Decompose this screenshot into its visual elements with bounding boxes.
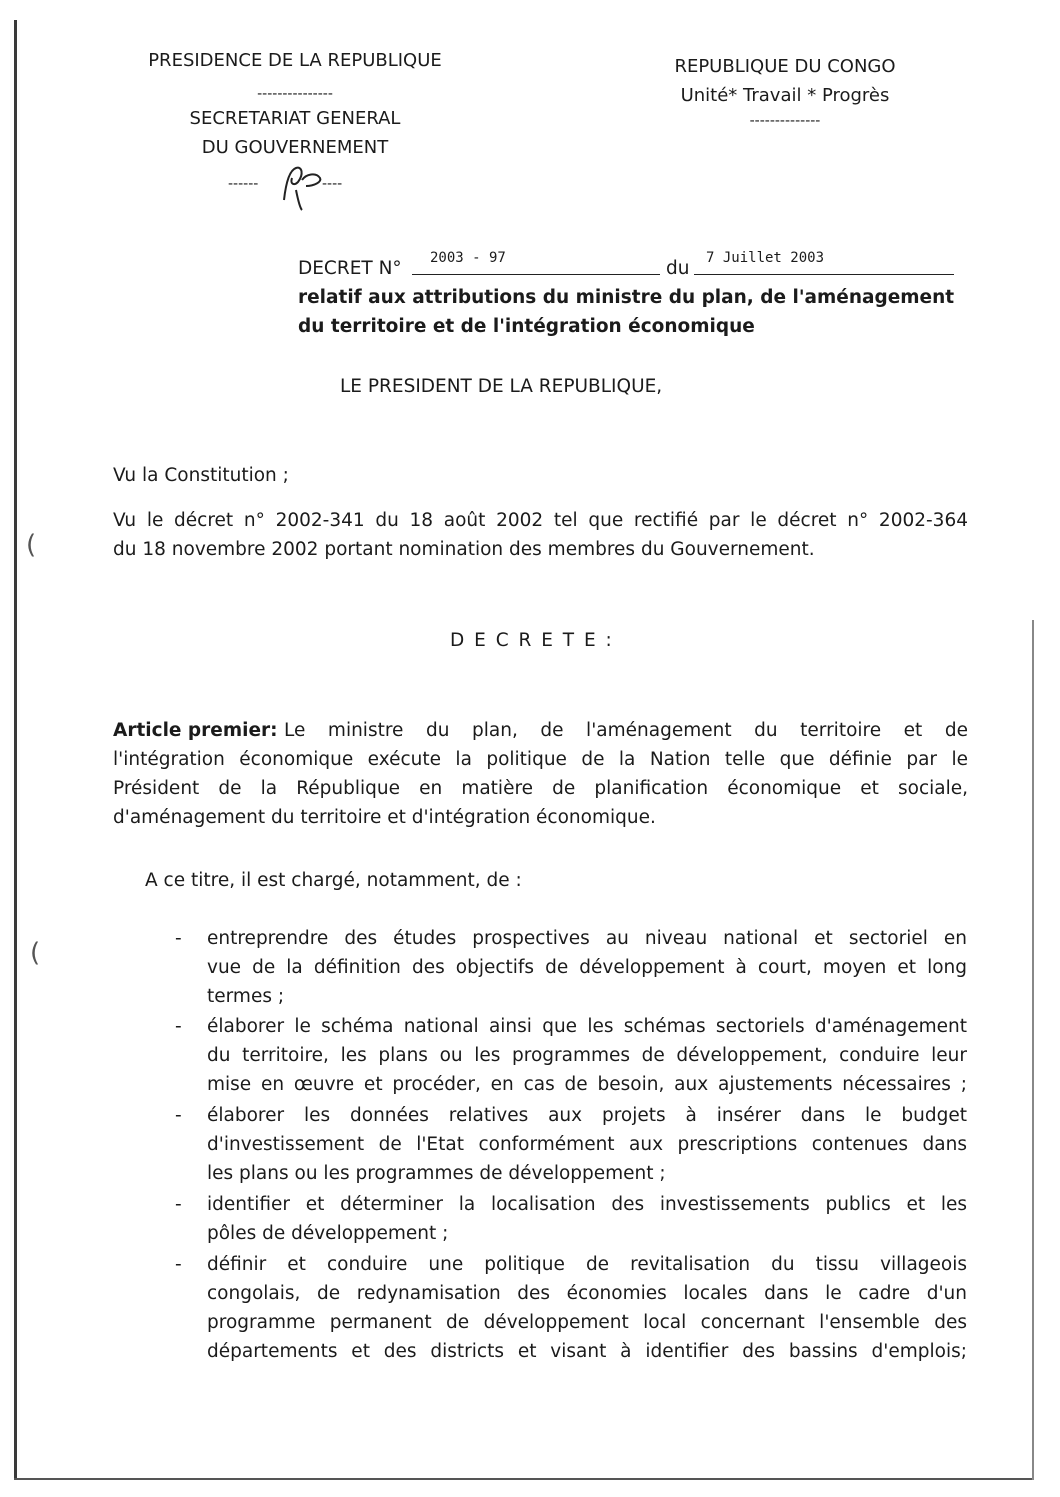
bullet-line: identifier et déterminer la localisation des investissements publics et les	[207, 1194, 967, 1215]
bullet-line: les plans ou les programmes de développement ;	[207, 1163, 666, 1184]
article-text-line: l'intégration économique exécute la politique de la Nation telle que définie par le	[113, 749, 968, 770]
decree-number: 2003 - 97	[430, 250, 506, 266]
bullet-line: pôles de développement ;	[207, 1223, 449, 1244]
bullet-line: entreprendre des études prospectives au niveau national et sectoriel en	[207, 928, 967, 949]
bullet-line: vue de la définition des objectifs de développement à court, moyen et long	[207, 957, 967, 978]
bullet-dash: -	[175, 1016, 182, 1037]
scan-left-edge	[14, 20, 17, 1480]
decree-date-line	[694, 274, 954, 275]
decree-subject-line: du territoire et de l'intégration économique	[298, 316, 755, 337]
bullet-dash: -	[175, 928, 182, 949]
bullet-line: programme permanent de développement local concernant l'ensemble des	[207, 1312, 967, 1333]
president-heading: LE PRESIDENT DE LA REPUBLIQUE,	[340, 376, 663, 397]
scan-bottom-edge	[14, 1478, 1034, 1480]
bullet-line: élaborer le schéma national ainsi que les schémas sectoriels d'aménagement	[207, 1016, 967, 1037]
punch-hole-mark: (	[30, 938, 41, 968]
decrete-heading: D E C R E T E :	[450, 630, 614, 651]
bullet-line: du territoire, les plans ou les programmes de développement, conduire leur	[207, 1045, 967, 1066]
bullet-line: définir et conduire une politique de revitalisation du tissu villageois	[207, 1254, 967, 1275]
decree-du-label: du	[666, 258, 690, 279]
visa-decree-line: du 18 novembre 2002 portant nomination des membres du Gouvernement.	[113, 539, 815, 560]
visa-constitution: Vu la Constitution ;	[113, 465, 289, 486]
punch-hole-mark: (	[26, 530, 37, 560]
decree-number-line	[412, 274, 660, 275]
header-republique: REPUBLIQUE DU CONGO	[674, 56, 896, 77]
header-separator: ---------------	[257, 86, 333, 102]
bullet-line: termes ;	[207, 986, 285, 1007]
header-gouvernement: DU GOUVERNEMENT	[201, 137, 389, 158]
visa-decree-line: Vu le décret n° 2002-341 du 18 août 2002 tel que rectifié par le décret n° 2002-364	[113, 510, 968, 531]
bullet-line: départements et des districts et visant à identifier des bassins d'emplois;	[207, 1341, 967, 1362]
article-text-line: Le ministre du plan, de l'aménagement du territoire et de	[284, 720, 968, 741]
article-label: Article premier:	[113, 720, 278, 741]
header-motto: Unité* Travail * Progrès	[680, 85, 890, 106]
article-intro: A ce titre, il est chargé, notamment, de :	[145, 870, 522, 891]
bullet-dash: -	[175, 1105, 182, 1126]
header-secretariat: SECRETARIAT GENERAL	[189, 108, 401, 129]
decree-date: 7 Juillet 2003	[706, 250, 825, 266]
bullet-line: mise en œuvre et procéder, en cas de besoin, aux ajustements nécessaires ;	[207, 1074, 967, 1095]
header-separator-right: ----	[322, 176, 343, 192]
article-text-line: d'aménagement du territoire et d'intégration économique.	[113, 807, 656, 828]
bullet-line: d'investissement de l'Etat conformément aux prescriptions contenues dans	[207, 1134, 967, 1155]
header-separator: --------------	[749, 113, 821, 129]
decree-label: DECRET N°	[298, 258, 402, 279]
bullet-line: congolais, de redynamisation des économies locales dans le cadre d'un	[207, 1283, 967, 1304]
article-text-line: Président de la République en matière de planification économique et sociale,	[113, 778, 968, 799]
decree-subject-line: relatif aux attributions du ministre du plan, de l'aménagement	[298, 287, 955, 308]
header-presidence: PRESIDENCE DE LA REPUBLIQUE	[148, 50, 442, 71]
bullet-line: élaborer les données relatives aux projets à insérer dans le budget	[207, 1105, 967, 1126]
bullet-dash: -	[175, 1254, 182, 1275]
bullet-dash: -	[175, 1194, 182, 1215]
scan-right-edge	[1032, 620, 1034, 1480]
header-separator-left: ------	[228, 176, 259, 192]
